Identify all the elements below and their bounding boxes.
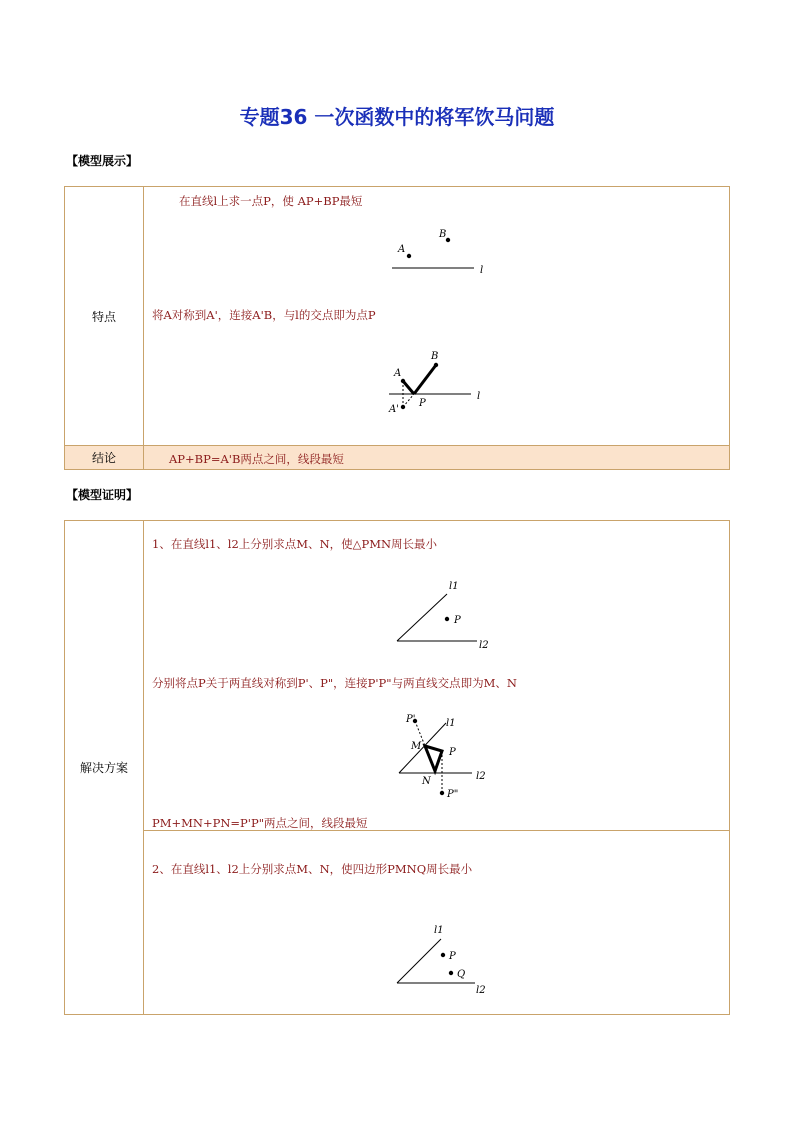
case1-step: 分别将点P关于两直线对称到P'、P"，连接P'P"与两直线交点即为M、N <box>152 676 517 690</box>
fig5-label-p: P <box>449 951 456 962</box>
conclusion-label: 结论 <box>65 446 144 470</box>
fig3-label-l2: l2 <box>479 640 489 651</box>
case2-content <box>144 831 730 1015</box>
case1-text: 1、在直线l1、l2上分别求点M、N，使△PMN周长最小 <box>152 537 438 551</box>
fig2-label-a: A <box>394 368 402 379</box>
section-heading-display: 【模型展示】 <box>66 154 139 168</box>
fig4-label-p: P <box>449 747 456 758</box>
fig4-label-p-prime: P' <box>406 714 416 725</box>
figure-angle-point <box>389 581 499 656</box>
conclusion-text: AP+BP=A'B两点之间，线段最短 <box>169 452 344 466</box>
case1-result: PM+MN+PN=P'P"两点之间，线段最短 <box>152 816 368 830</box>
fig4-label-l1: l1 <box>446 718 456 729</box>
model-proof-table <box>64 520 730 1015</box>
feature-text-1: 在直线l上求一点P，使 AP+BP最短 <box>179 194 363 208</box>
model-display-table <box>64 186 730 470</box>
fig2-label-l: l <box>477 391 481 402</box>
fig2-label-p: P <box>419 398 426 409</box>
fig3-label-p: P <box>454 615 461 626</box>
fig4-label-m: M <box>411 741 422 752</box>
fig4-label-p-dprime: P" <box>447 789 459 800</box>
case2-text: 2、在直线l1、l2上分别求点M、N，使四边形PMNQ周长最小 <box>152 862 473 876</box>
fig2-label-b: B <box>431 351 439 362</box>
figure-angle-two-points <box>389 911 499 996</box>
feature-content <box>144 187 730 446</box>
fig5-label-l2: l2 <box>476 985 486 996</box>
fig5-label-q: Q <box>457 969 466 980</box>
feature-label: 特点 <box>65 187 144 446</box>
fig4-label-n: N <box>422 776 431 787</box>
fig1-label-a: A <box>398 244 406 255</box>
section-heading-proof: 【模型证明】 <box>66 488 139 502</box>
case1-content <box>144 521 730 831</box>
figure-triangle-reflection <box>389 709 499 804</box>
conclusion-content <box>144 446 730 470</box>
figure-line-points <box>384 227 494 277</box>
fig5-label-l1: l1 <box>434 925 444 936</box>
feature-text-2: 将A对称到A'，连接A'B，与l的交点即为点P <box>152 308 376 322</box>
fig1-label-b: B <box>439 229 447 240</box>
fig1-label-l: l <box>480 265 484 276</box>
fig2-label-a-prime: A' <box>389 404 399 415</box>
fig3-label-l1: l1 <box>449 581 459 592</box>
page-title: 专题36 一次函数中的将军饮马问题 <box>239 105 555 129</box>
figure-reflection <box>384 349 494 419</box>
fig4-label-l2: l2 <box>476 771 486 782</box>
solution-label: 解决方案 <box>65 521 144 1015</box>
